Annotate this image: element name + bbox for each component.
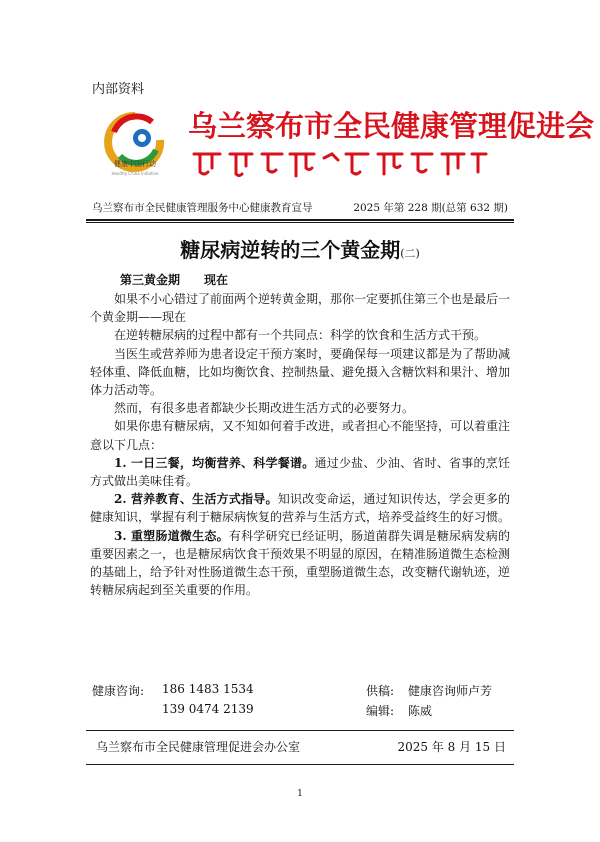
paragraph-5: 如果你患有糖尿病，又不知如何着手改进，或者担心不能坚持，可以着重注意以下几点：: [90, 419, 511, 452]
header-rule-thick: [86, 219, 514, 221]
header-rule-thin: [86, 222, 514, 223]
article-body: [90, 290, 510, 599]
contact-phone-2: 139 0474 2139: [162, 702, 254, 716]
article-title-text: 糖尿病逆转的三个黄金期: [180, 238, 401, 262]
paragraph-4: 然而，有很多患者都缺少长期改进生活方式的必要努力。: [114, 401, 415, 416]
footer-rule-top: [86, 730, 514, 731]
list-item-3-heading: 3. 重塑肠道微生态。: [114, 528, 229, 543]
list-item-1-text: 通过少盐、少油、省时、省事的烹饪方式做出美味佳肴。: [90, 455, 510, 489]
list-item-1: [90, 454, 510, 490]
list-item-3: [90, 527, 510, 600]
list-item-3-text: 有科学研究已经证明，肠道菌群失调是糖尿病发病的重要因素之一，也是糖尿病饮食干预效果不明显的原因，在精准肠道微生态检测的基础上，给予针对性肠道微生态干预，重塑肠道微生态，改变糖代谢轨迹，逆转糖尿病起到至关重要的作用。: [90, 528, 511, 598]
section-heading: [120, 271, 228, 288]
internal-label: 内部资料: [92, 82, 145, 97]
org-title: 乌兰察布市全民健康管理促进会: [188, 109, 595, 143]
page-number: 1: [297, 789, 303, 799]
footer-office: 乌兰察布市全民健康管理促进会办公室: [96, 740, 301, 754]
contact-label: 健康咨询:: [92, 684, 145, 698]
issuer: 乌兰察布市全民健康管理服务中心健康教育宣导: [92, 202, 313, 214]
paragraph-1: 如果不小心错过了前面两个逆转黄金期，那你一定要抓住第三个也是最后一个黄金期——现在: [90, 292, 511, 325]
section-time: 现在: [204, 273, 229, 287]
editor-name: 陈威: [408, 704, 433, 718]
footer-rule-bottom: [86, 764, 514, 765]
editor-label: 编辑:: [366, 704, 395, 718]
section-label: 第三黄金期: [120, 273, 181, 287]
footer-date: 2025 年 8 月 15 日: [397, 740, 506, 754]
list-item-2: [90, 490, 510, 526]
issue-meta: [92, 200, 508, 215]
contact-phone-1: 186 1483 1534: [162, 682, 254, 696]
mongolian-script-title: [190, 148, 490, 180]
issue-number: 2025 年第 228 期(总第 632 期): [353, 202, 508, 214]
footer: [96, 738, 506, 755]
logo-caption-sub: Healthy China Initiative: [111, 171, 159, 176]
paragraph-2: 在逆转糖尿病的过程中都有一个共同点：科学的饮食和生活方式干预。: [114, 328, 487, 343]
list-item-2-text: 知识改变命运，通过知识传达，学会更多的健康知识，掌握有利于糖尿病恢复的营养与生活方式，培养受益终生的好习惯。: [90, 492, 511, 525]
supplier-name: 健康咨询师卢芳: [408, 684, 493, 698]
logo-caption-text: 健康中国行动: [114, 160, 156, 168]
article-title: [0, 234, 600, 263]
list-item-1-heading: 1. 一日三餐，均衡营养、科学餐谱。: [114, 455, 315, 470]
article-title-suffix: (二): [400, 247, 420, 260]
logo-caption: [98, 160, 172, 178]
supplier-label: 供稿:: [366, 684, 395, 698]
list-item-2-heading: 2. 营养教育、生活方式指导。: [114, 492, 278, 507]
paragraph-3: 当医生或营养师为患者设定干预方案时，要确保每一项建议都是为了帮助减轻体重、降低血糖，比如均衡饮食、控制热量、避免摄入含糖饮料和果汁、增加体力活动等。: [90, 346, 511, 398]
